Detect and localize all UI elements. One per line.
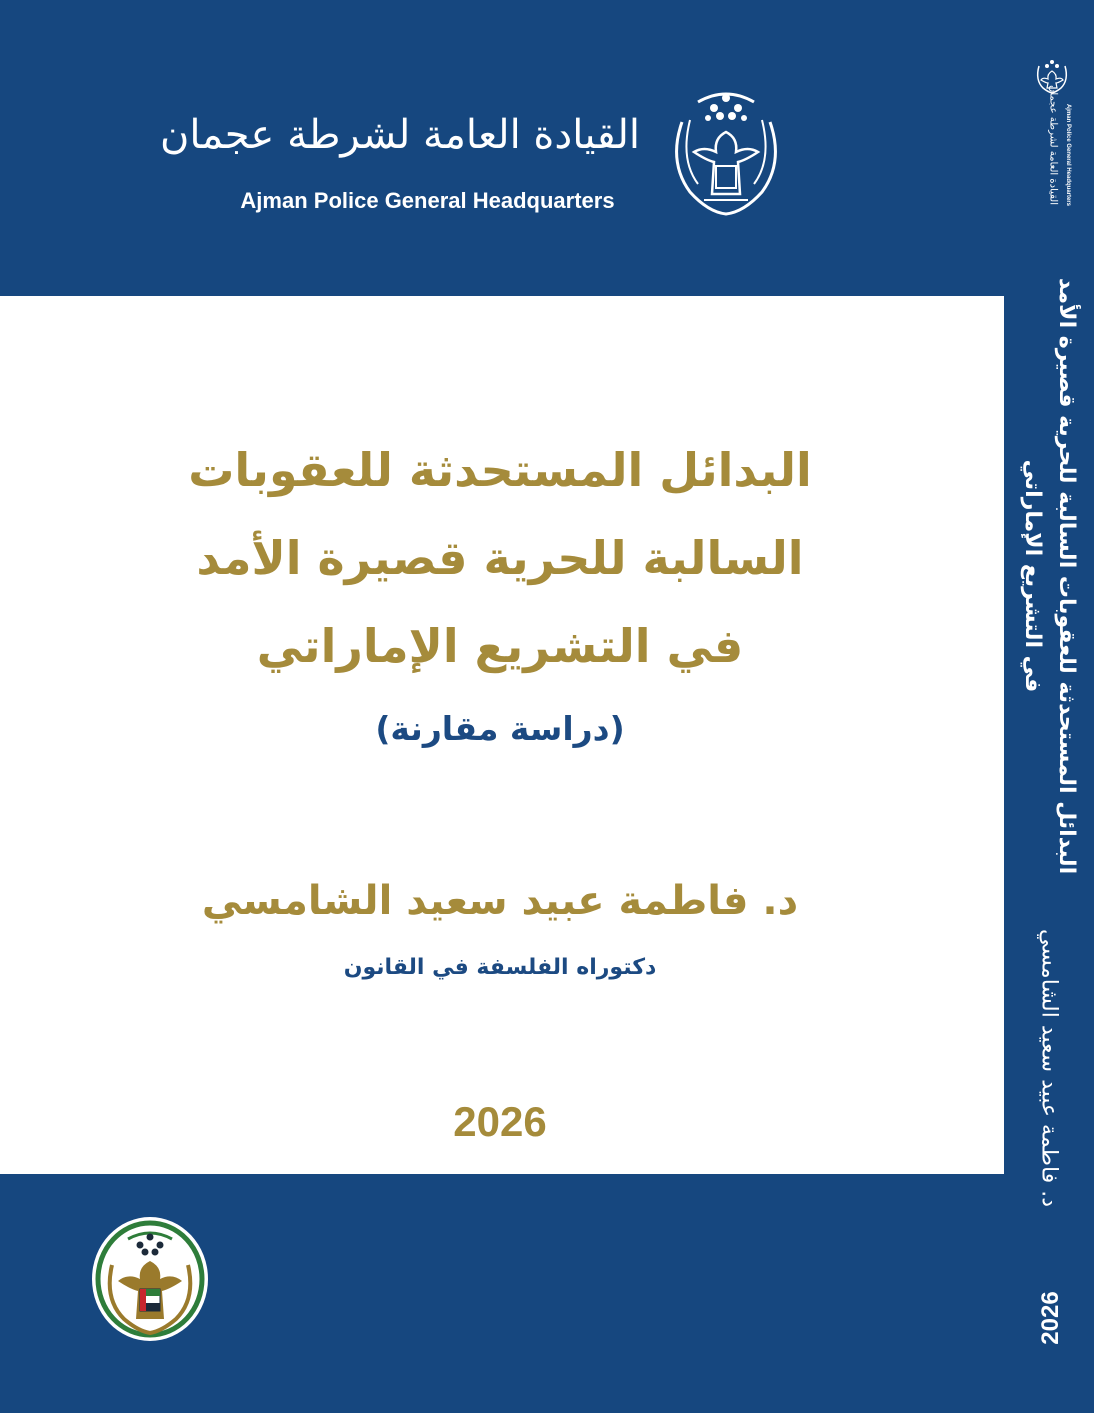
spine-author: د. فاطمة عبيد سعيد الشامسي [1036, 928, 1062, 1208]
spine-title [1015, 278, 1083, 874]
spine-org-name-arabic: القيادة العامة لشرطة عجمان [1047, 85, 1059, 205]
police-eagle-emblem-icon [664, 82, 788, 216]
org-name-arabic: القيادة العامة لشرطة عجمان [160, 112, 640, 158]
author-degree: دكتوراه الفلسفة في القانون [343, 955, 657, 980]
spine-org-name-english: Ajman Police General Headquarters [1065, 103, 1071, 207]
book-title [60, 426, 940, 690]
org-name-english: Ajman Police General Headquarters [240, 188, 615, 213]
author-name: د. فاطمة عبيد سعيد الشامسي [201, 878, 799, 924]
spine-title-line: البدائل المستحدثة للعقوبات السالبة للحرية قصيرة الأمد [1054, 277, 1079, 875]
police-eagle-color-emblem-icon [90, 1215, 210, 1343]
front-cover-panel [0, 296, 1004, 1174]
book-subtitle: (دراسة مقارنة) [375, 709, 625, 748]
publication-year: 2026 [453, 1098, 547, 1145]
spine-year: 2026 [1037, 1291, 1064, 1345]
book-title-line: في التشريع الإماراتي [256, 619, 744, 673]
cover-header [0, 0, 1004, 296]
book-title-line: السالبة للحرية قصيرة الأمد [196, 531, 804, 585]
book-title-line: البدائل المستحدثة للعقوبات [188, 443, 812, 497]
spine-title-line: في التشريع الإماراتي [1020, 459, 1045, 693]
